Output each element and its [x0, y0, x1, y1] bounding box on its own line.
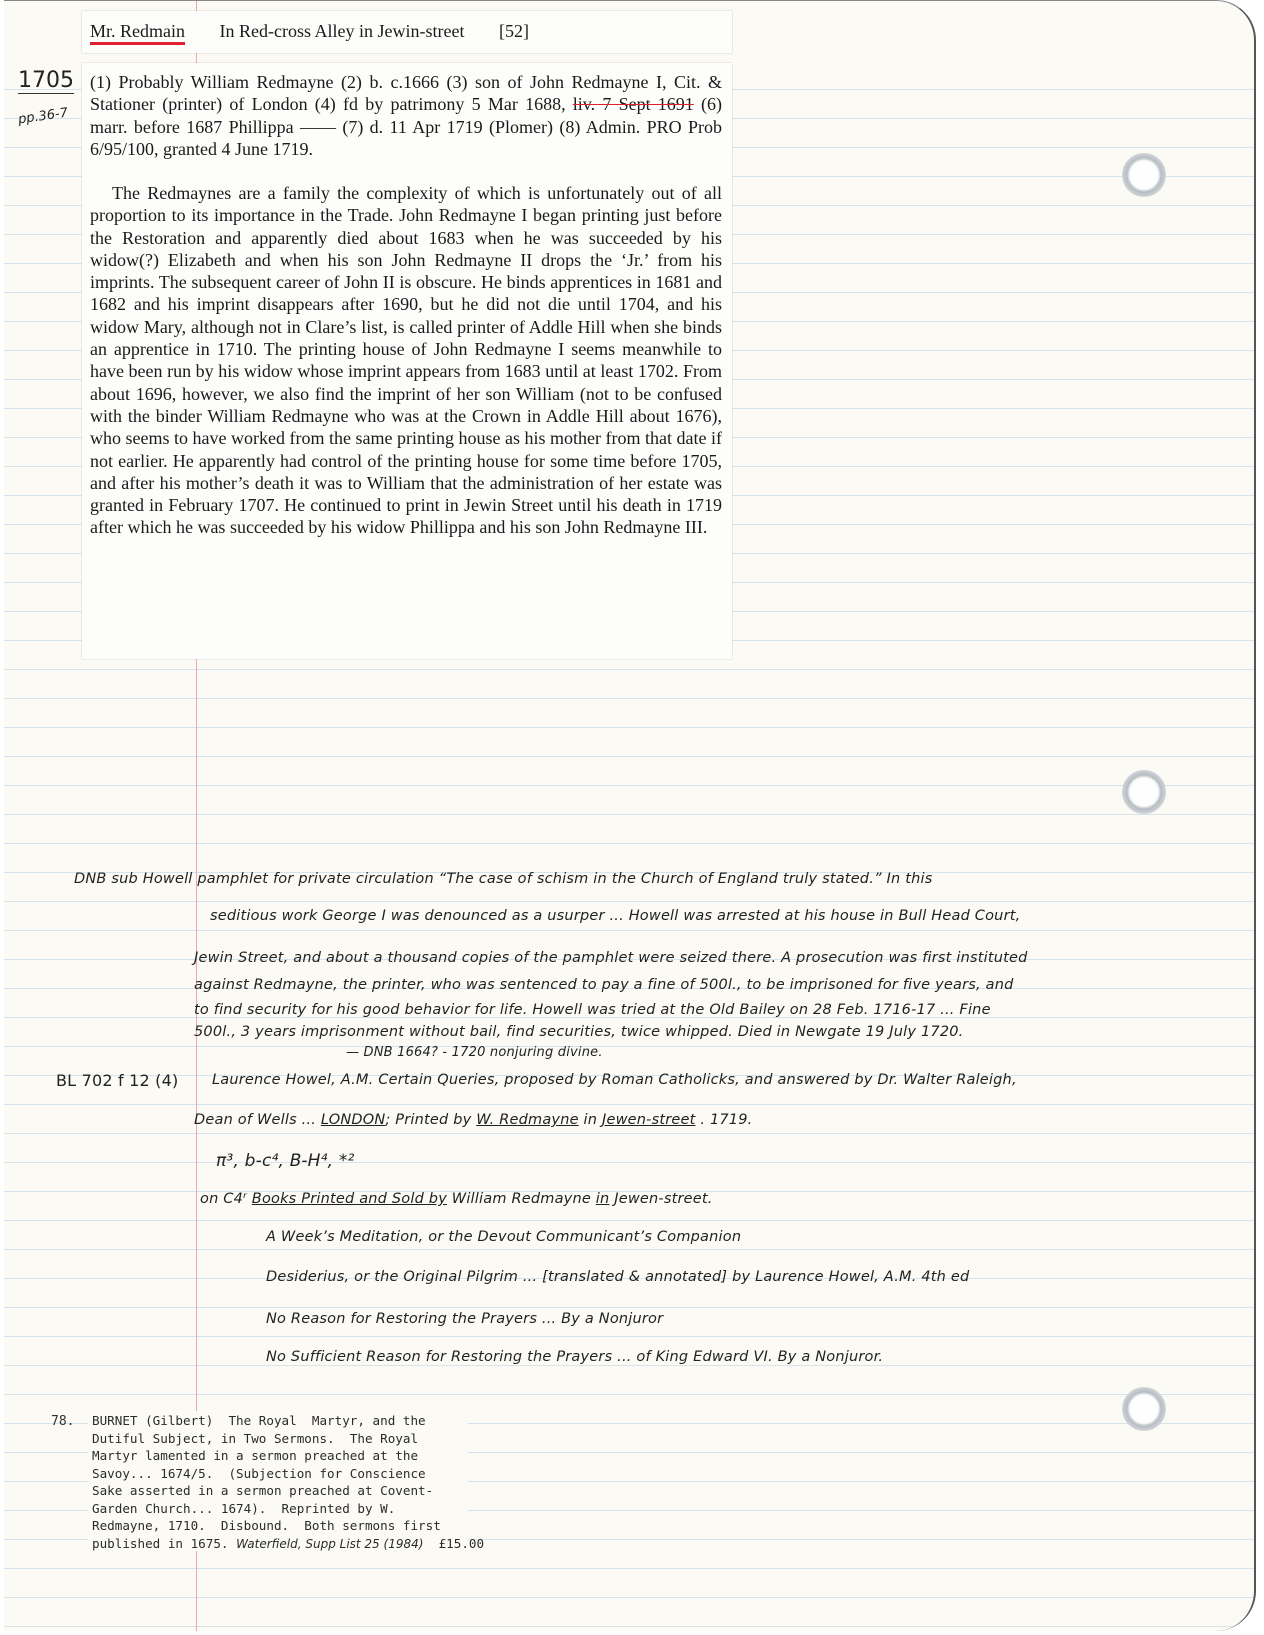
ruled-line [4, 1104, 1254, 1105]
ruled-line [4, 1568, 1254, 1569]
ruled-line [4, 1046, 1254, 1047]
punch-hole [1122, 770, 1166, 814]
punch-hole [1122, 153, 1166, 197]
handwritten-line: 500l., 3 years imprisonment without bail, find securities, twice whipped. Died in Newgate 19 July 1720. [194, 1024, 964, 1040]
ruled-line [4, 756, 1254, 757]
handwritten-london: LONDON [320, 1112, 386, 1128]
handwritten-printer: W. Redmayne [476, 1112, 579, 1128]
ruled-line [4, 930, 1254, 931]
handwritten-line: to find security for his good behavior for life. Howell was tried at the Old Bailey on 28 Feb. 1716-17 ... Fine [194, 1002, 991, 1018]
handwritten-text: on C4ʳ [200, 1191, 252, 1207]
catalogue-line: Martyr lamented in a sermon preached at the [92, 1448, 419, 1463]
ruled-line [4, 1626, 1254, 1627]
ruled-line [4, 669, 1254, 670]
catalogue-line: BURNET (Gilbert) The Royal Martyr, and the [92, 1413, 426, 1428]
handwritten-imprint-line [194, 1112, 752, 1128]
ruled-line [4, 1220, 1254, 1221]
ruled-line [4, 1365, 1254, 1366]
handwritten-book-title: Desiderius, or the Original Pilgrim ... [translated & annotated] by Laurence Howel, A.M. 4th ed [266, 1269, 970, 1285]
margin-year: 1705 [18, 68, 74, 93]
handwritten-book-title: No Sufficient Reason for Restoring the Prayers ... of King Edward VI. By a Nonjuror. [266, 1349, 884, 1365]
handwritten-text: ; Printed by [385, 1112, 477, 1128]
catalogue-line: Sake asserted in a sermon preached at Covent- [92, 1483, 434, 1498]
handwritten-line: Jewin Street, and about a thousand copies of the pamphlet were seized there. A prosecution was first instituted [194, 950, 1028, 966]
handwritten-line: DNB sub Howell pamphlet for private circulation “The case of schism in the Church of England truly stated.” In this [74, 871, 933, 887]
entry-header [90, 21, 559, 42]
handwritten-text: in [578, 1112, 602, 1128]
ruled-line [4, 785, 1254, 786]
handwritten-street: Jewen-street [601, 1112, 696, 1128]
handwritten-text: Jewen-street. [609, 1191, 713, 1207]
handwritten-text: . 1719. [695, 1112, 753, 1128]
catalogue-line: Garden Church... 1674). Reprinted by W. [92, 1500, 396, 1516]
entry-details-text: (1) Probably William Redmayne (2) b. c.1666 (3) son of John Redmayne I, Cit. & Stationer (printer) of London (4) fd by patrimony 5 Mar 1688, [90, 72, 722, 115]
entry-details-text-2: (6) marr. before 1687 Phillippa —— (7) d. 11 Apr 1719 (Plomer) (8) Admin. PRO Prob 6/95/100, granted 4 June 1719. [90, 94, 722, 159]
punch-hole [1122, 1387, 1166, 1431]
ruled-line [4, 1162, 1254, 1163]
handwritten-book-title: A Week’s Meditation, or the Devout Communicant’s Companion [266, 1229, 742, 1245]
history-paragraph: The Redmaynes are a family the complexity of which is unfortunately out of all proportion to its importance in the Trade. John Redmayne I began printing just before the Restoration and apparently died about 1683 when he was succeeded by his widow(?) Elizabeth and when his son John Redmayne II drops the ‘Jr.’ from his imprints. The subsequent career of John II is obscure. He binds apprentices in 1681 and 1682 and his imprint disappears after 1690, but he did not die until 1704, and his widow Mary, although not in Clare’s list, is called printer of Addle Hill when she binds an apprentice in 1710. The printing house of John Redmayne I seems meanwhile to have been run by his widow whose imprint appears from 1683 until at least 1702. From about 1696, however, we also find the imprint of her son William (not to be confused with the binder William Redmayne who was at the Crown in Addle Hill about 1676), who seems to have worked from the same printing house as his mother from that date if not earlier. He apparently had control of the printing house for some time before 1705, and after his mother’s death it was to William that the administration of her estate was granted in February 1707. He continued to print in Jewin Street until his death in 1719 after which he was succeeded by his widow Phillippa and his son John Redmayne III. [90, 183, 722, 538]
handwritten-bl-shelfmark: BL 702 f 12 (4) [56, 1071, 179, 1090]
catalogue-line: Dutiful Subject, in Two Sermons. The Royal [92, 1430, 419, 1446]
ruled-line [4, 1133, 1254, 1134]
printer-name: Mr. Redmain [90, 21, 185, 45]
ruled-line [4, 814, 1254, 815]
catalogue-line: Savoy... 1674/5. (Subjection for Conscience [92, 1465, 426, 1481]
catalogue-entry [92, 1412, 485, 1553]
handwritten-book-title: No Reason for Restoring the Prayers ... By a Nonjuror [266, 1311, 664, 1327]
catalogue-text: published in 1675. [92, 1535, 237, 1551]
ruled-line [4, 1307, 1254, 1308]
ruled-line [4, 727, 1254, 728]
printer-location: In Red-cross Alley in Jewin-street [219, 21, 465, 41]
entry-details [90, 71, 722, 160]
handwritten-line: Laurence Howel, A.M. Certain Queries, proposed by Roman Catholicks, and answered by Dr. Walter Raleigh, [212, 1072, 1017, 1088]
entry-number: [52] [498, 21, 529, 41]
ruled-line [4, 698, 1254, 699]
handwritten-line: against Redmayne, the printer, who was sentenced to pay a fine of 500l., to be imprisoned for five years, and [194, 977, 1014, 993]
ruled-line [4, 1249, 1254, 1250]
ruled-line [4, 901, 1254, 902]
handwritten-source-note: Waterfield, Supp List 25 (1984) [236, 1536, 424, 1551]
handwritten-text: William Redmayne [446, 1191, 596, 1207]
handwritten-books-title: Books Printed and Sold by [251, 1191, 447, 1207]
catalogue-line: Redmayne, 1710. Disbound. Both sermons first [92, 1518, 441, 1533]
struck-licence-text: liv. 7 Sept 1691 [572, 94, 694, 115]
catalogue-last-line [92, 1535, 485, 1554]
handwritten-line: seditious work George I was denounced as a usurper ... Howell was arrested at his house in Bull Head Court, [210, 908, 1021, 924]
handwritten-text: Dean of Wells ... [194, 1112, 321, 1128]
notebook-page [4, 0, 1256, 1631]
ruled-line [4, 1597, 1254, 1598]
catalogue-price: £15.00 [423, 1535, 485, 1551]
handwritten-dnb-note: — DNB 1664? - 1720 nonjuring divine. [346, 1045, 603, 1060]
margin-pages: pp.36-7 [17, 105, 69, 128]
ruled-line [4, 1394, 1254, 1395]
handwritten-collation: π³, b-c⁴, B-H⁴, *² [216, 1151, 355, 1171]
ruled-line [4, 1336, 1254, 1337]
handwritten-in: in [595, 1191, 610, 1207]
handwritten-books-heading [200, 1191, 713, 1207]
ruled-line [4, 843, 1254, 844]
catalogue-number: 78. [51, 1414, 75, 1429]
